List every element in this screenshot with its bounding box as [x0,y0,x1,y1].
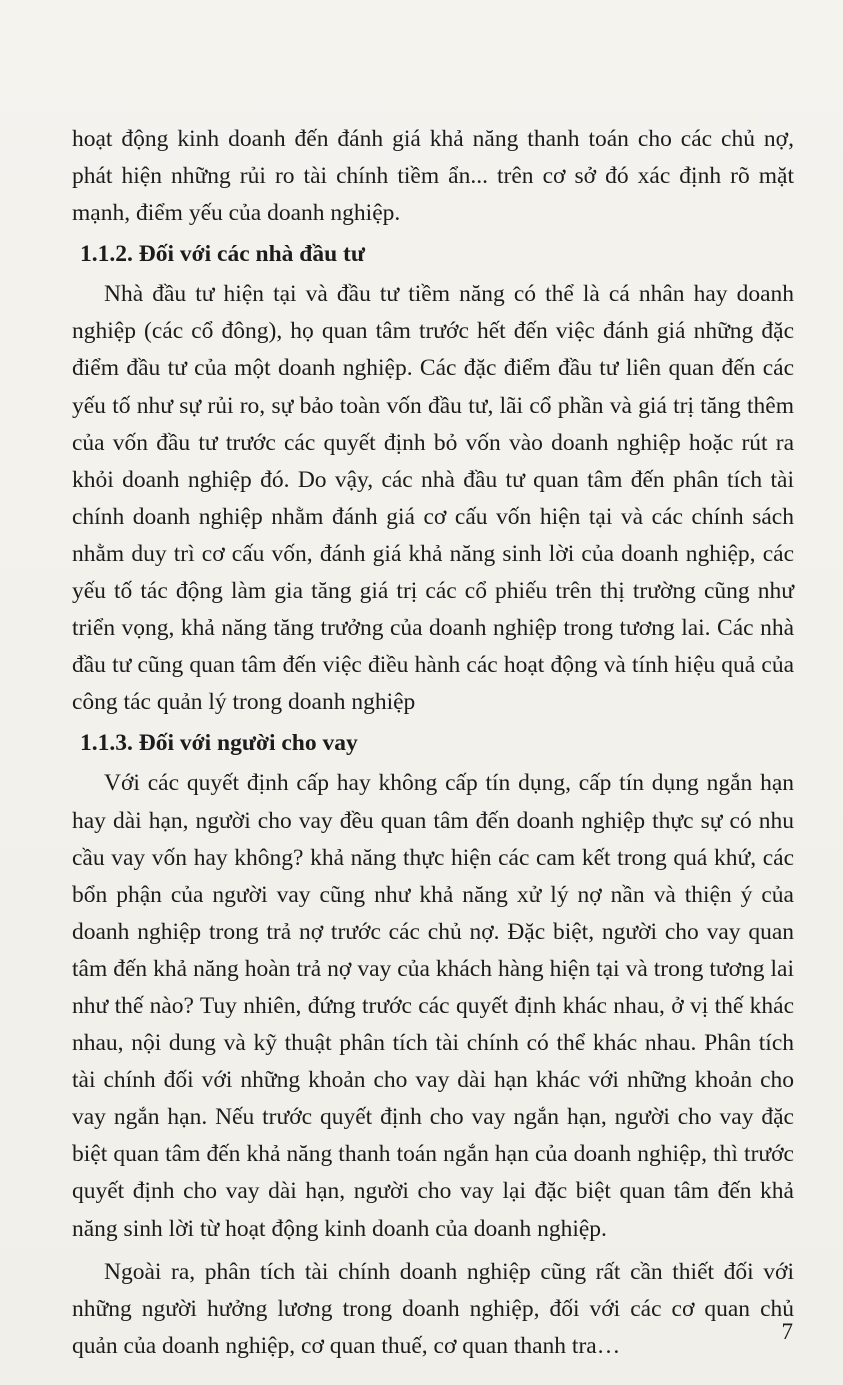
section-heading-lenders: 1.1.3. Đối với người cho vay [80,730,358,757]
paragraph-lenders: Với các quyết định cấp hay không cấp tín dụng, cấp tín dụng ngắn hạn hay dài hạn, người cho vay đều quan tâm đến doanh nghiệp thực sự có nhu cầu vay vốn hay không? khả năng thực hiện các cam kết trong quá khứ, các bổn phận của người vay cũng như khả năng xử lý nợ nần và thiện ý của doanh nghiệp trong trả nợ trước các chủ nợ. Đặc biệt, người cho vay quan tâm đến khả năng hoàn trả nợ vay của khách hàng hiện tại và trong tương lai như thế nào? Tuy nhiên, đứng trước các quyết định khác nhau, ở vị thế khác nhau, nội dung và kỹ thuật phân tích tài chính có thể khác nhau. Phân tích tài chính đối với những khoản cho vay dài hạn khác với những khoản cho vay ngắn hạn. Nếu trước quyết định cho vay ngắn hạn, người cho vay đặc biệt quan tâm đến khả năng thanh toán ngắn hạn của doanh nghiệp, thì trước quyết định cho vay dài hạn, người cho vay lại đặc biệt quan tâm đến khả năng sinh lời từ hoạt động kinh doanh của doanh nghiệp. [72,770,794,1242]
page-body [72,121,794,1365]
section-heading-investors: 1.1.2. Đối với các nhà đầu tư [80,241,365,268]
paragraph-continued: hoạt động kinh doanh đến đánh giá khả năng thanh toán cho các chủ nợ, phát hiện những rủi ro tài chính tiềm ẩn... trên cơ sở đó xác định rõ mặt mạnh, điểm yếu của doanh nghiệp. [72,126,794,227]
paragraph-investors: Nhà đầu tư hiện tại và đầu tư tiềm năng có thể là cá nhân hay doanh nghiệp (các cổ đông), họ quan tâm trước hết đến việc đánh giá những đặc điểm đầu tư của một doanh nghiệp. Các đặc điểm đầu tư liên quan đến các yếu tố như sự rủi ro, sự bảo toàn vốn đầu tư, lãi cổ phần và giá trị tăng thêm của vốn đầu tư trước các quyết định bỏ vốn vào doanh nghiệp hoặc rút ra khỏi doanh nghiệp đó. Do vậy, các nhà đầu tư quan tâm đến phân tích tài chính doanh nghiệp nhằm đánh giá cơ cấu vốn hiện tại và các chính sách nhằm duy trì cơ cấu vốn, đánh giá khả năng sinh lời của doanh nghiệp, các yếu tố tác động làm gia tăng giá trị các cổ phiếu trên thị trường cũng như triển vọng, khả năng tăng trưởng của doanh nghiệp trong tương lai. Các nhà đầu tư cũng quan tâm đến việc điều hành các hoạt động và tính hiệu quả của công tác quản lý trong doanh nghiệp [72,281,794,716]
page-number: 7 [781,1319,793,1344]
paragraph-others: Ngoài ra, phân tích tài chính doanh nghiệp cũng rất cần thiết đối với những người hưởng lương trong doanh nghiệp, đối với các cơ quan chủ quản của doanh nghiệp, cơ quan thuế, cơ quan thanh tra… [72,1258,794,1359]
